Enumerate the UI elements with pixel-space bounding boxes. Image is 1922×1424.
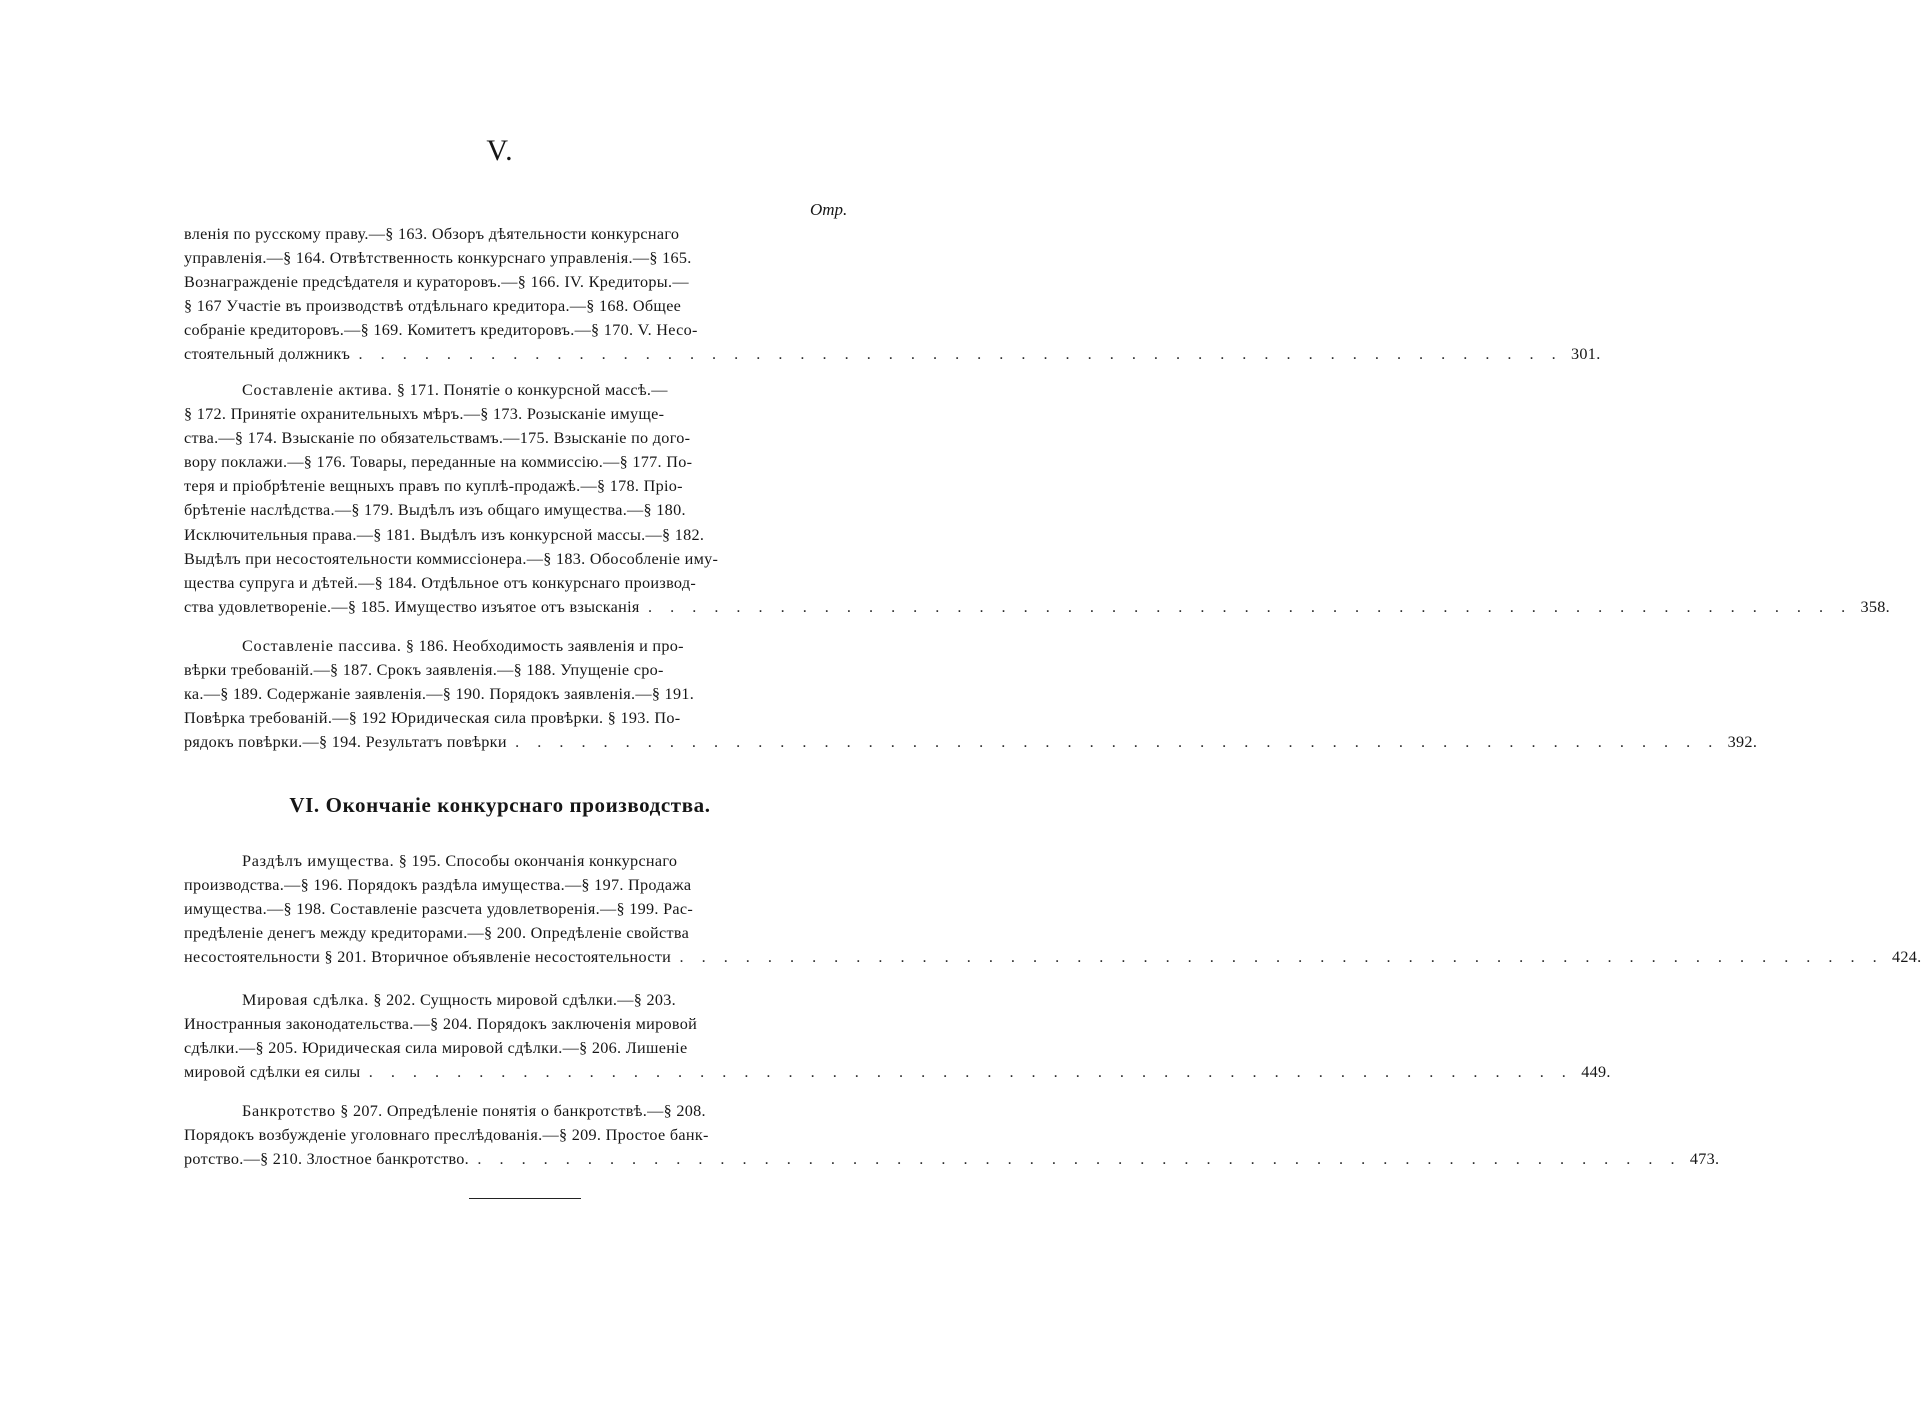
entry-last-line bbox=[184, 730, 1758, 754]
section-heading: VI. Окончаніе конкурснаго производства. bbox=[289, 793, 711, 817]
entry-line: вору поклажи.—§ 176. Товары, переданные на коммиссію.—§ 177. По- bbox=[184, 453, 693, 472]
page-reference: 358. bbox=[1860, 597, 1891, 616]
entry-line: теря и пріобрѣтеніе вещныхъ правъ по куплѣ-продажѣ.—§ 178. Пріо- bbox=[184, 477, 683, 496]
entry-line: Вознагражденіе предсѣдателя и кураторовъ.—§ 166. IV. Кредиторы.— bbox=[184, 273, 689, 292]
page-reference: 473. bbox=[1689, 1150, 1720, 1169]
entry-line: Исключительныя права.—§ 181. Выдѣлъ изъ конкурсной массы.—§ 182. bbox=[184, 525, 705, 544]
entry-text: стоятельный должникъ bbox=[184, 345, 351, 364]
toc-entry-liabilities bbox=[184, 634, 1758, 754]
entry-line: сдѣлки.—§ 205. Юридическая сила мировой сдѣлки.—§ 206. Лишеніе bbox=[184, 1039, 688, 1058]
entry-line: собраніе кредиторовъ.—§ 169. Комитетъ кредиторовъ.—§ 170. V. Несо- bbox=[184, 321, 698, 340]
entry-text: мировой сдѣлки ея силы bbox=[184, 1063, 361, 1082]
entry-text: § 207. Опредѣленіе понятія о банкротствѣ.—§ 208. bbox=[340, 1102, 706, 1120]
entry-text: § 202. Сущность мировой сдѣлки.—§ 203. bbox=[373, 991, 677, 1009]
page-reference: 424. bbox=[1891, 948, 1922, 967]
dot-leader bbox=[515, 733, 1719, 751]
entry-line: щества супруга и дѣтей.—§ 184. Отдѣльное отъ конкурснаго производ- bbox=[184, 573, 697, 592]
entry-line: вѣрки требованій.—§ 187. Срокъ заявленія.—§ 188. Упущеніе сро- bbox=[184, 661, 664, 680]
entry-line: производства.—§ 196. Порядокъ раздѣла имущества.—§ 197. Продажа bbox=[184, 876, 692, 895]
dot-leader bbox=[477, 1150, 1681, 1168]
entry-line: имущества.—§ 198. Составленіе разсчета удовлетворенія.—§ 199. Рас- bbox=[184, 900, 694, 919]
entry-first-line bbox=[184, 849, 864, 873]
entry-line: ка.—§ 189. Содержаніе заявленія.—§ 190. Порядокъ заявленія.—§ 191. bbox=[184, 685, 695, 704]
entry-line: Повѣрка требованій.—§ 192 Юридическая сила провѣрки. § 193. По- bbox=[184, 709, 681, 728]
toc-entry-division bbox=[184, 849, 1922, 969]
entry-line: брѣтеніе наслѣдства.—§ 179. Выдѣлъ изъ общаго имущества.—§ 180. bbox=[184, 501, 686, 520]
entry-first-line bbox=[184, 1099, 864, 1123]
entry-line: Порядокъ возбужденіе уголовнаго преслѣдованія.—§ 209. Простое банк- bbox=[184, 1126, 709, 1145]
entry-last-line bbox=[184, 1147, 1720, 1171]
entry-text: ротство.—§ 210. Злостное банкротство. bbox=[184, 1150, 470, 1169]
entry-heading: Банкротство bbox=[242, 1102, 336, 1120]
page-reference: 449. bbox=[1581, 1063, 1611, 1082]
page-number: V. bbox=[486, 134, 514, 167]
entry-line: Иностранныя законодательства.—§ 204. Порядокъ заключенія мировой bbox=[184, 1015, 698, 1034]
entry-heading: Раздѣлъ имущества. bbox=[242, 852, 395, 870]
entry-text: § 195. Способы окончанія конкурснаго bbox=[398, 852, 678, 870]
dot-leader bbox=[648, 598, 1852, 616]
entry-line: § 172. Принятіе охранительныхъ мѣръ.—§ 173. Розысканіе имуще- bbox=[184, 405, 665, 424]
dot-leader bbox=[369, 1063, 1573, 1081]
entry-text: § 171. Понятіе о конкурсной массѣ.— bbox=[396, 381, 668, 399]
entry-line: ства.—§ 174. Взысканіе по обязательствамъ.—175. Взысканіе по дого- bbox=[184, 429, 691, 448]
entry-text: § 186. Необходимость заявленія и про- bbox=[405, 637, 684, 655]
dot-leader bbox=[359, 345, 1563, 363]
entry-heading: Составленіе пассива. bbox=[242, 637, 402, 655]
entry-first-line bbox=[184, 988, 864, 1012]
entry-line: управленія.—§ 164. Отвѣтственность конкурснаго управленія.—§ 165. bbox=[184, 249, 692, 268]
toc-entry-settlement bbox=[184, 988, 1611, 1084]
page-column-label: Отр. bbox=[810, 200, 848, 219]
entry-last-line bbox=[184, 342, 1601, 366]
entry-line: вленія по русскому праву.—§ 163. Обзоръ дѣятельности конкурснаго bbox=[184, 225, 680, 243]
toc-entry-creditors bbox=[184, 222, 1601, 367]
toc-entry-bankruptcy bbox=[184, 1099, 1720, 1171]
entry-line: § 167 Участіе въ производствѣ отдѣльнаго кредитора.—§ 168. Общее bbox=[184, 297, 682, 316]
entry-heading: Составленіе актива. bbox=[242, 381, 393, 399]
entry-last-line bbox=[184, 945, 1922, 969]
entry-last-line bbox=[184, 1060, 1611, 1084]
entry-text: несостоятельности § 201. Вторичное объявленіе несостоятельности bbox=[184, 948, 672, 967]
entry-last-line bbox=[184, 595, 1891, 619]
entry-first-line bbox=[184, 378, 864, 402]
page-reference: 301. bbox=[1571, 345, 1601, 364]
entry-line: Выдѣлъ при несостоятельности коммиссіонера.—§ 183. Обособленіе иму- bbox=[184, 549, 719, 568]
closing-rule bbox=[469, 1198, 581, 1199]
entry-line: предѣленіе денегъ между кредиторами.—§ 200. Опредѣленіе свойства bbox=[184, 924, 690, 943]
entry-text: рядокъ повѣрки.—§ 194. Результатъ повѣрки bbox=[184, 733, 507, 752]
toc-entry-assets bbox=[184, 378, 1891, 619]
page-reference: 392. bbox=[1727, 733, 1758, 752]
entry-text: ства удовлетвореніе.—§ 185. Имущество изъятое отъ взысканія bbox=[184, 597, 640, 616]
entry-first-line bbox=[184, 634, 864, 658]
dot-leader bbox=[680, 948, 1884, 966]
entry-heading: Мировая сдѣлка. bbox=[242, 991, 369, 1009]
